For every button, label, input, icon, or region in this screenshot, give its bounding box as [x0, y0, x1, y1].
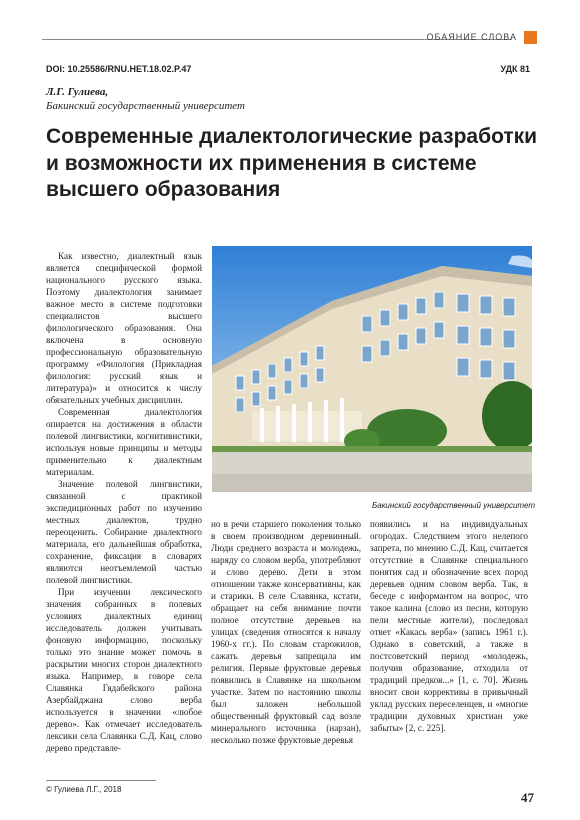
footer-rule	[46, 780, 156, 781]
page-number: 47	[521, 790, 534, 805]
text-column-2	[211, 518, 361, 746]
udk: УДК 81	[500, 64, 530, 74]
text-column-1	[46, 250, 202, 754]
article-title: Современные диалектологические разработки и возможности их применения в системе высшего образования	[46, 125, 538, 202]
copyright: © Гулиева Л.Г., 2018	[46, 785, 122, 794]
paragraph: Современная диалектология опирается на достижения в области полевой лингвистики, когнитивистики, используя новые принципы и методы применительно к диалектным материалам.	[46, 407, 202, 477]
author-name: Л.Г. Гулиева,	[46, 86, 109, 98]
paragraph: появились и на индивидуальных огородах. Следствием этого нелепого запрета, по мнению С.Д. Кац, считается отсутствие в Славянке специального понятия сад и обозначение всех пород деревьев одним словом верба. Так, в беседе с информантом на вопрос, что такое калина (слово из песни, которую пели местные жители), последовал ответ «Какась верба» (запись 1961 г.). Однако в советский, а также в постсоветский период «молодежь, получив образование, отходила от традиций предков...» [1, с. 70]. Жизнь вносит свои коррективы в привычный уклад русских переселенцев, и «многие традиции духовных христиан уже забыты» [2, с. 225].	[370, 519, 528, 733]
paragraph: Значение полевой лингвистики, связанной с практикой экспедиционных работ по изучению местных диалектов, трудно переоценить. Собирание диалектного материала, его дальнейшая обработка, сохранение, фиксация в словарях являются неотъемлемой частью полевой лингвистики.	[46, 479, 202, 585]
section-title: ОБАЯНИЕ СЛОВА	[426, 32, 517, 42]
paragraph: Как известно, диалектный язык является специфической формой национального русского языка. Поэтому диалектология занимает важное место в системе подготовки специалистов высшего филологического образования. Она включена в основную профессиональную образовательную программу «Филология (Прикладная филология: русский язык и литература)» и относится к числу обязательных учебных дисциплин.	[46, 251, 202, 405]
section-marker	[524, 31, 537, 44]
author-affiliation: Бакинский государственный университет	[46, 100, 245, 112]
paragraph: но в речи старшего поколения только в своем производном деревинный. Люди среднего возраста и молодежь, наряду со словом верба, употребляют и слово дерево. Дети в этом отношении также консервативны, как и старики. В селе Славянка, кстати, обращает на себя внимание почти полное отсутствие деревьев на улицах (сведения относятся к началу 1960-х гг.). По словам старожилов, сажать деревья запрещала им религия. Первые фруктовые деревья появились в Славянке на школьном участке. Затем по настоянию школы был заложен небольшой общественный фруктовый сад возле минерального источника (нарзан), несколько позже фруктовые деревья	[211, 519, 361, 745]
paragraph: При изучении лексического значения собранных в полевых условиях диалектных единиц исследователь должен учитывать фоновую информацию, поскольку только это знание может помочь в раскрытии многих сторон диалектного языка. Например, в говоре села Славянка Гядабейского района Азербайджана слово верба используется в значении «любое дерево». Как отмечает исследователь лексики села Славянка С.Д. Кац, слово дерево представле-	[46, 587, 202, 753]
figure-caption: Бакинский государственный университет	[372, 501, 536, 510]
text-column-3	[370, 518, 528, 734]
university-photo	[212, 246, 532, 492]
doi: DOI: 10.25586/RNU.HET.18.02.P.47	[46, 64, 192, 74]
